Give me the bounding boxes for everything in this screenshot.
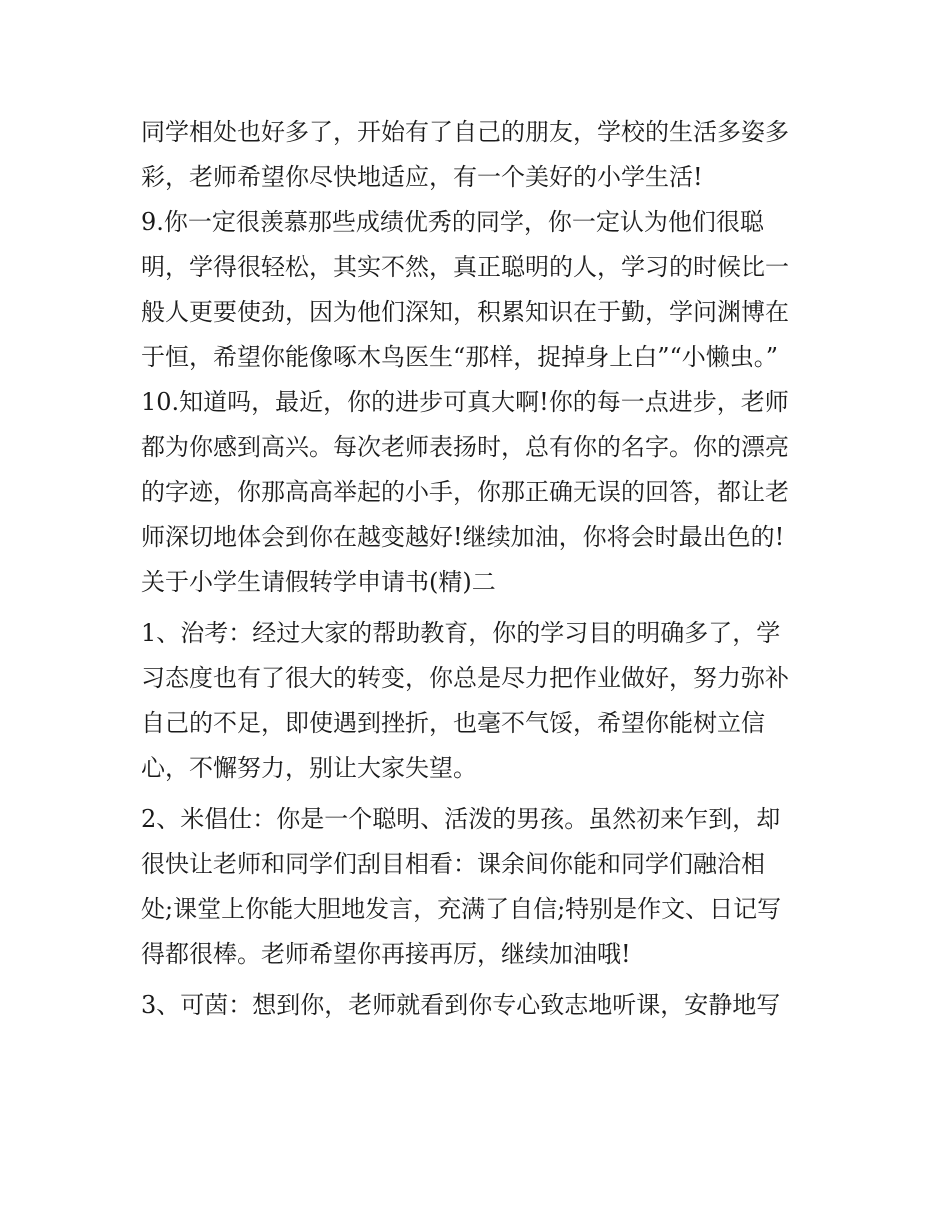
- text-line: 于恒，希望你能像啄木鸟医生“那样，捉掉身上白”“小懒虫。”: [141, 343, 779, 371]
- text-line: 师深切地体会到你在越变越好!继续加油，你将会时最出色的!: [141, 523, 785, 551]
- text-line: 习态度也有了很大的转变，你总是尽力把作业做好，努力弥补: [141, 664, 789, 692]
- text-line: 都为你感到高兴。每次老师表扬时，总有你的名字。你的漂亮: [141, 433, 789, 461]
- text-line: 3、可茵：想到你，老师就看到你专心致志地听课，安静地写: [141, 991, 781, 1019]
- text-line: 2、米倡仕：你是一个聪明、活泼的男孩。虽然初来乍到，却: [141, 805, 781, 833]
- text-line: 同学相处也好多了，开始有了自己的朋友，学校的生活多姿多: [141, 118, 789, 146]
- text-line: 10.知道吗，最近，你的进步可真大啊!你的每一点进步，老师: [141, 388, 789, 416]
- text-line: 得都很棒。老师希望你再接再厉，继续加油哦!: [141, 940, 631, 968]
- text-line: 1、治考：经过大家的帮助教育，你的学习目的明确多了，学: [141, 619, 781, 647]
- section-heading: 关于小学生请假转学申请书(精)二: [141, 568, 496, 596]
- text-line: 彩，老师希望你尽快地适应，有一个美好的小学生活!: [141, 163, 703, 191]
- text-line: 的字迹，你那高高举起的小手，你那正确无误的回答，都让老: [141, 478, 789, 506]
- text-line: 9.你一定很羡慕那些成绩优秀的同学，你一定认为他们很聪: [141, 208, 764, 236]
- text-line: 般人更要使劲，因为他们深知，积累知识在于勤，学问渊博在: [141, 298, 789, 326]
- document-body: [141, 110, 831, 1028]
- text-line: 处;课堂上你能大胆地发言，充满了自信;特别是作文、日记写: [141, 895, 782, 923]
- text-line: 明，学得很轻松，其实不然，真正聪明的人，学习的时候比一: [141, 253, 789, 281]
- text-line: 很快让老师和同学们刮目相看：课余间你能和同学们融洽相: [141, 850, 765, 878]
- text-line: 自己的不足，即使遇到挫折，也毫不气馁，希望你能树立信: [141, 709, 765, 737]
- text-line: 心，不懈努力，别让大家失望。: [141, 754, 477, 782]
